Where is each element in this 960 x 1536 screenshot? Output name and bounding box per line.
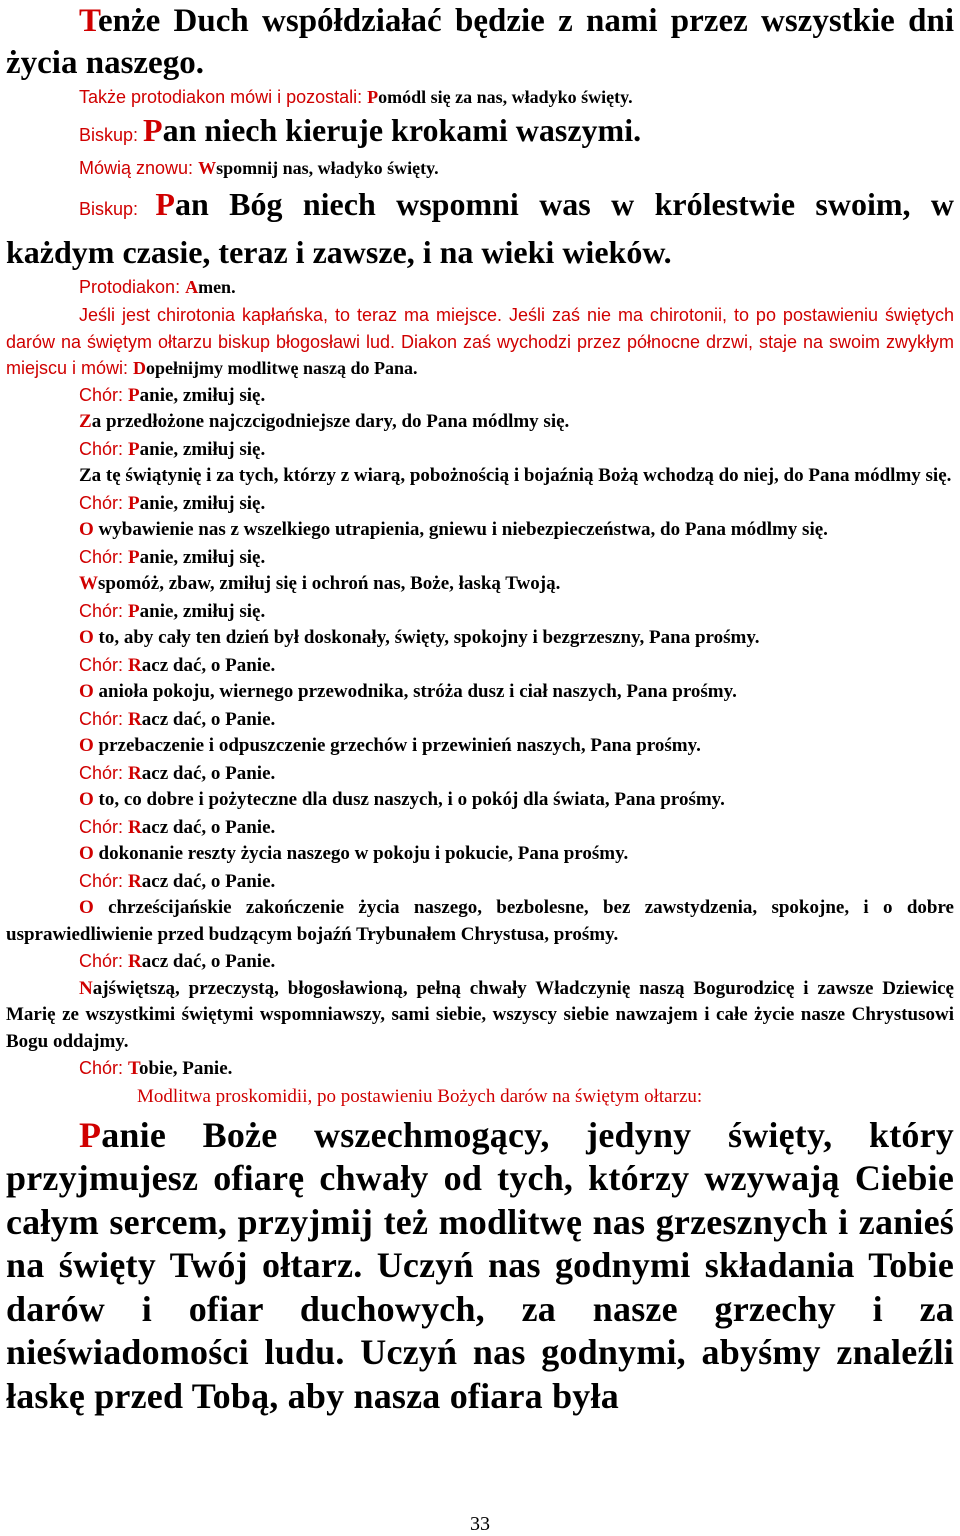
drop-letter: O [79, 735, 94, 756]
drop-letter: P [143, 112, 163, 148]
rubric-text: Mówią znowu: [79, 158, 199, 178]
response-text: acz dać, o Panie. [141, 762, 276, 784]
speaker-label: Chór: [79, 951, 129, 971]
petition [6, 976, 954, 1056]
speaker-label: Protodiakon: [79, 277, 186, 297]
choir-response [6, 706, 954, 734]
choir-response [6, 490, 954, 518]
drop-letter: A [185, 277, 199, 297]
drop-letter: P [367, 87, 379, 107]
petition-text: Za tę świątynię i za tych, którzy z wiarą, pobożnością i bojaźnią Bożą wchodzą do niej, do Pana módlmy się. [79, 465, 952, 486]
speaker-label: Chór: [79, 492, 129, 513]
speaker-label: Chór: [79, 762, 129, 783]
response-text: men. [198, 277, 236, 297]
paragraph-text: enże Duch współdziałać będzie z nami przez wszystkie dni życia naszego. [6, 3, 954, 81]
drop-letter: D [133, 358, 147, 378]
litany [6, 382, 954, 1083]
choir-response [6, 814, 954, 842]
drop-letter: T [128, 1058, 139, 1079]
line-text: opełnijmy modlitwę naszą do Pana. [146, 358, 418, 378]
heading-text: Modlitwa proskomidii, po postawieniu Bożych darów na świętym ołtarzu: [137, 1085, 703, 1107]
choir-response [6, 598, 954, 626]
choir-response [6, 436, 954, 464]
drop-letter: W [79, 573, 98, 594]
drop-letter: P [128, 438, 140, 460]
rubric-text: Jeśli jest chirotonia kapłańska, to teraz ma miejsce. Jeśli zaś nie ma chirotonii, to po postawieniu świętych darów na świętym ołtarzu biskup błogosławi lud. Diakon zaś wychodzi przez północne drzwi, staje na swoim zwykłym miejscu i mówi: [6, 305, 954, 378]
response-text: omódl się za nas, władyko święty. [378, 87, 633, 107]
speaker-label: Chór: [79, 708, 129, 729]
petition [6, 787, 954, 814]
petition-text: dokonanie reszty życia naszego w pokoju i pokucie, Pana prośmy. [93, 843, 629, 864]
line-text: an niech kieruje krokami waszymi. [162, 112, 642, 148]
prayer-text: anie Boże wszechmogący, jedyny święty, który przyjmujesz ofiarę chwały od tych, którzy wzywają Ciebie całym sercem, przyjmij też modlitwę nas grzesznych i zanieś na święty Twój ołtarz. Uczyń nas godnymi składania Tobie darów i ofiar duchowych, za nasze grzechy i za nieświadomości ludu. Uczyń nas godnymi, abyśmy znaleźli łaskę przed Tobą, aby nasza ofiara była [6, 1114, 954, 1416]
response-text: acz dać, o Panie. [141, 816, 276, 838]
petition [6, 733, 954, 760]
drop-letter: R [128, 762, 142, 784]
speaker-label: Chór: [79, 600, 129, 621]
response-text: obie, Panie. [138, 1058, 233, 1079]
drop-letter: R [128, 951, 142, 972]
speaker-label: Chór: [79, 1058, 129, 1078]
rubric-again [6, 155, 954, 181]
petition-text: chrześcijańskie zakończenie życia naszego, bezbolesne, bez zawstydzenia, spokojne, i o dobre usprawiedliwienie przed budzącym bojaźń Trybunałem Chrystusa, prośmy. [6, 897, 954, 945]
drop-letter: R [128, 654, 142, 676]
speaker-label: Chór: [79, 654, 129, 675]
prayer-paragraph [6, 1114, 954, 1419]
petition [6, 517, 954, 544]
drop-letter: Z [79, 411, 92, 432]
petition-text: to, aby cały ten dzień był doskonały, święty, spokojny i bezgrzeszny, Pana prośmy. [93, 627, 760, 648]
response-text: anie, zmiłuj się. [139, 600, 266, 622]
drop-letter: W [198, 158, 217, 178]
petition-text: przebaczenie i odpuszczenie grzechów i przewinień naszych, Pana prośmy. [93, 735, 701, 756]
choir-response [6, 760, 954, 788]
choir-response [6, 544, 954, 572]
speaker-label: Chór: [79, 816, 129, 837]
response-text: anie, zmiłuj się. [139, 438, 266, 460]
speaker-label: Biskup: [79, 199, 156, 219]
choir-response [6, 868, 954, 896]
section-heading [6, 1084, 954, 1110]
bishop-line-2 [6, 183, 954, 274]
drop-letter: O [79, 897, 94, 918]
petition [6, 463, 954, 490]
response-text: spomnij nas, władyko święty. [216, 158, 439, 178]
drop-letter: P [155, 186, 175, 222]
petition-text: anioła pokoju, wiernego przewodnika, stróża dusz i ciał naszych, Pana prośmy. [93, 681, 737, 702]
paragraph-spirit [6, 0, 954, 84]
petition [6, 895, 954, 948]
drop-letter: O [79, 627, 94, 648]
drop-letter: N [79, 977, 93, 999]
rubric-chirotonia [6, 302, 954, 382]
drop-letter: T [79, 3, 98, 39]
response-text: acz dać, o Panie. [141, 708, 276, 730]
drop-letter: O [79, 681, 94, 702]
speaker-label: Chór: [79, 438, 129, 459]
drop-letter: R [128, 870, 142, 892]
speaker-label: Chór: [79, 546, 129, 567]
drop-letter: O [79, 843, 94, 864]
petition [6, 571, 954, 598]
drop-letter: P [128, 492, 140, 514]
speaker-label: Biskup: [79, 125, 144, 145]
petition [6, 409, 954, 436]
document-page [6, 0, 954, 1418]
drop-letter: R [128, 708, 142, 730]
rubric-text: Także protodiakon mówi i pozostali: [79, 87, 368, 107]
drop-letter: P [79, 1114, 102, 1155]
petition-text: ajświętszą, przeczystą, błogosławioną, pełną chwały Władczynię naszą Bogurodzicę i zawsze Dziewicę Marię ze wszystkimi świętymi wspomniawszy, sami siebie, wszyscy siebie nawzajem i całe życie nasze Chrystusowi Bogu oddajmy. [6, 977, 954, 1052]
petition [6, 679, 954, 706]
petition [6, 841, 954, 868]
petition-text: spomóż, zbaw, zmiłuj się i ochroń nas, Boże, łaską Twoją. [98, 573, 561, 594]
choir-response [6, 1055, 954, 1083]
speaker-label: Chór: [79, 384, 129, 405]
response-text: anie, zmiłuj się. [139, 492, 266, 514]
drop-letter: P [128, 384, 140, 406]
petition [6, 625, 954, 652]
petition-text: to, co dobre i pożyteczne dla dusz naszych, i o pokój dla świata, Pana prośmy. [93, 789, 725, 810]
response-text: acz dać, o Panie. [141, 654, 276, 676]
drop-letter: P [128, 600, 140, 622]
response-text: acz dać, o Panie. [141, 870, 276, 892]
response-text: anie, zmiłuj się. [139, 546, 266, 568]
choir-response [6, 652, 954, 680]
choir-response [6, 382, 954, 410]
drop-letter: P [128, 546, 140, 568]
drop-letter: O [79, 789, 94, 810]
bishop-line-1 [6, 110, 954, 155]
speaker-label: Chór: [79, 870, 129, 891]
choir-response [6, 948, 954, 976]
petition-text: wybawienie nas z wszelkiego utrapienia, gniewu i niebezpieczeństwa, do Pana módlmy się. [93, 519, 828, 540]
page-number: 33 [470, 1513, 490, 1535]
response-text: acz dać, o Panie. [141, 951, 276, 972]
response-text: anie, zmiłuj się. [139, 384, 266, 406]
drop-letter: R [128, 816, 142, 838]
line-text: an Bóg niech wspomni was w królestwie swoim, w każdym czasie, teraz i zawsze, i na wieki wieków. [6, 186, 954, 270]
rubric-protodeacon [6, 84, 954, 110]
petition-text: a przedłożone najczcigodniejsze dary, do Pana módlmy się. [91, 411, 570, 432]
drop-letter: O [79, 519, 94, 540]
protodeacon-amen [6, 274, 954, 300]
